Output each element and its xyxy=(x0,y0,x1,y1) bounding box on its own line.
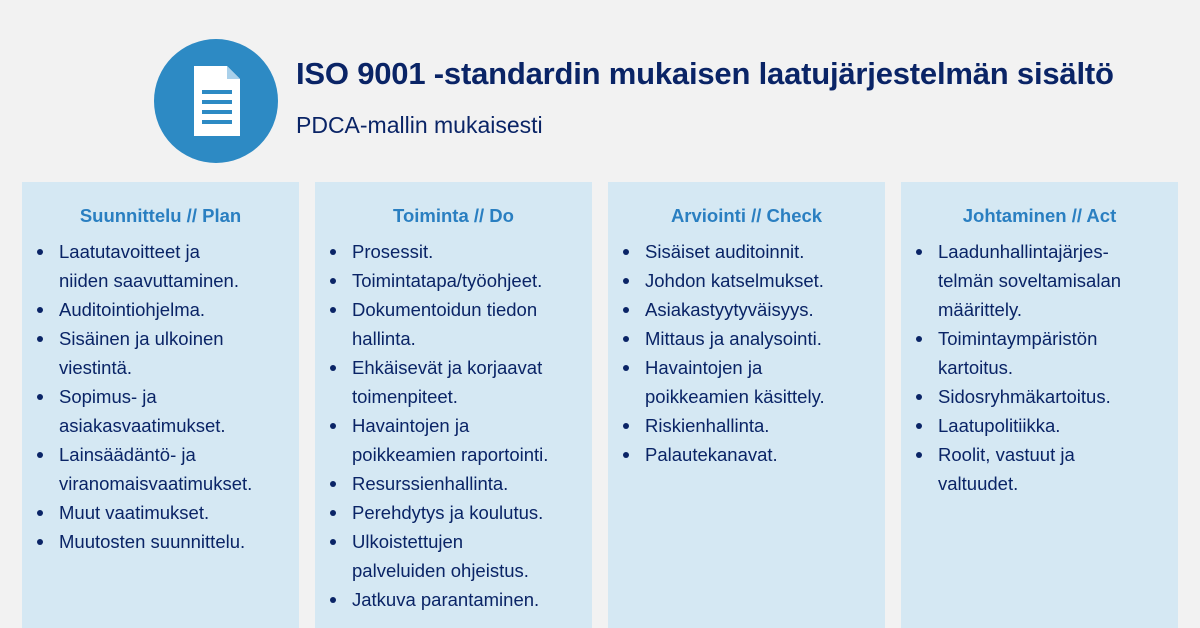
list-item: Ulkoistettujen palveluiden ohjeistus. xyxy=(352,527,592,585)
list-item: Muutosten suunnittelu. xyxy=(59,527,299,556)
list-item: Jatkuva parantaminen. xyxy=(352,585,592,614)
list-item: Toimintatapa/työohjeet. xyxy=(352,266,592,295)
column-do xyxy=(315,182,592,628)
list-item: Muut vaatimukset. xyxy=(59,498,299,527)
list-item: Palautekanavat. xyxy=(645,440,885,469)
list-item: Sopimus- ja asiakasvaatimukset. xyxy=(59,382,299,440)
column-act xyxy=(901,182,1178,628)
list-item: Lainsäädäntö- ja viranomaisvaatimukset. xyxy=(59,440,299,498)
list-item: Mittaus ja analysointi. xyxy=(645,324,885,353)
column-title: Suunnittelu // Plan xyxy=(79,205,242,226)
list-item: Laadunhallintajärjes- telmän soveltamisalan määrittely. xyxy=(938,237,1178,324)
list-item: Ehkäisevät ja korjaavat toimenpiteet. xyxy=(352,353,592,411)
list-item: Havaintojen ja poikkeamien käsittely. xyxy=(645,353,885,411)
document-icon xyxy=(154,39,278,163)
page-title: ISO 9001 -standardin mukaisen laatujärjestelmän sisältö xyxy=(296,56,1114,91)
list-item: Toimintaympäristön kartoitus. xyxy=(938,324,1178,382)
column-title: Johtaminen // Act xyxy=(962,205,1117,226)
column-list xyxy=(315,237,592,614)
list-item: Johdon katselmukset. xyxy=(645,266,885,295)
column-check xyxy=(608,182,885,628)
list-item: Auditointiohjelma. xyxy=(59,295,299,324)
column-title: Toiminta // Do xyxy=(393,205,514,226)
list-item: Havaintojen ja poikkeamien raportointi. xyxy=(352,411,592,469)
column-list xyxy=(608,237,885,469)
list-item: Perehdytys ja koulutus. xyxy=(352,498,592,527)
list-item: Roolit, vastuut ja valtuudet. xyxy=(938,440,1178,498)
list-item: Sisäiset auditoinnit. xyxy=(645,237,885,266)
column-list xyxy=(901,237,1178,498)
header xyxy=(0,0,1200,180)
column-plan xyxy=(22,182,299,628)
page-subtitle: PDCA-mallin mukaisesti xyxy=(296,112,543,138)
list-item: Laatutavoitteet ja niiden saavuttaminen. xyxy=(59,237,299,295)
column-list xyxy=(22,237,299,556)
list-item: Dokumentoidun tiedon hallinta. xyxy=(352,295,592,353)
list-item: Asiakastyytyväisyys. xyxy=(645,295,885,324)
list-item: Sidosryhmäkartoitus. xyxy=(938,382,1178,411)
list-item: Riskienhallinta. xyxy=(645,411,885,440)
column-title: Arviointi // Check xyxy=(670,205,823,226)
list-item: Prosessit. xyxy=(352,237,592,266)
list-item: Laatupolitiikka. xyxy=(938,411,1178,440)
list-item: Resurssienhallinta. xyxy=(352,469,592,498)
list-item: Sisäinen ja ulkoinen viestintä. xyxy=(59,324,299,382)
